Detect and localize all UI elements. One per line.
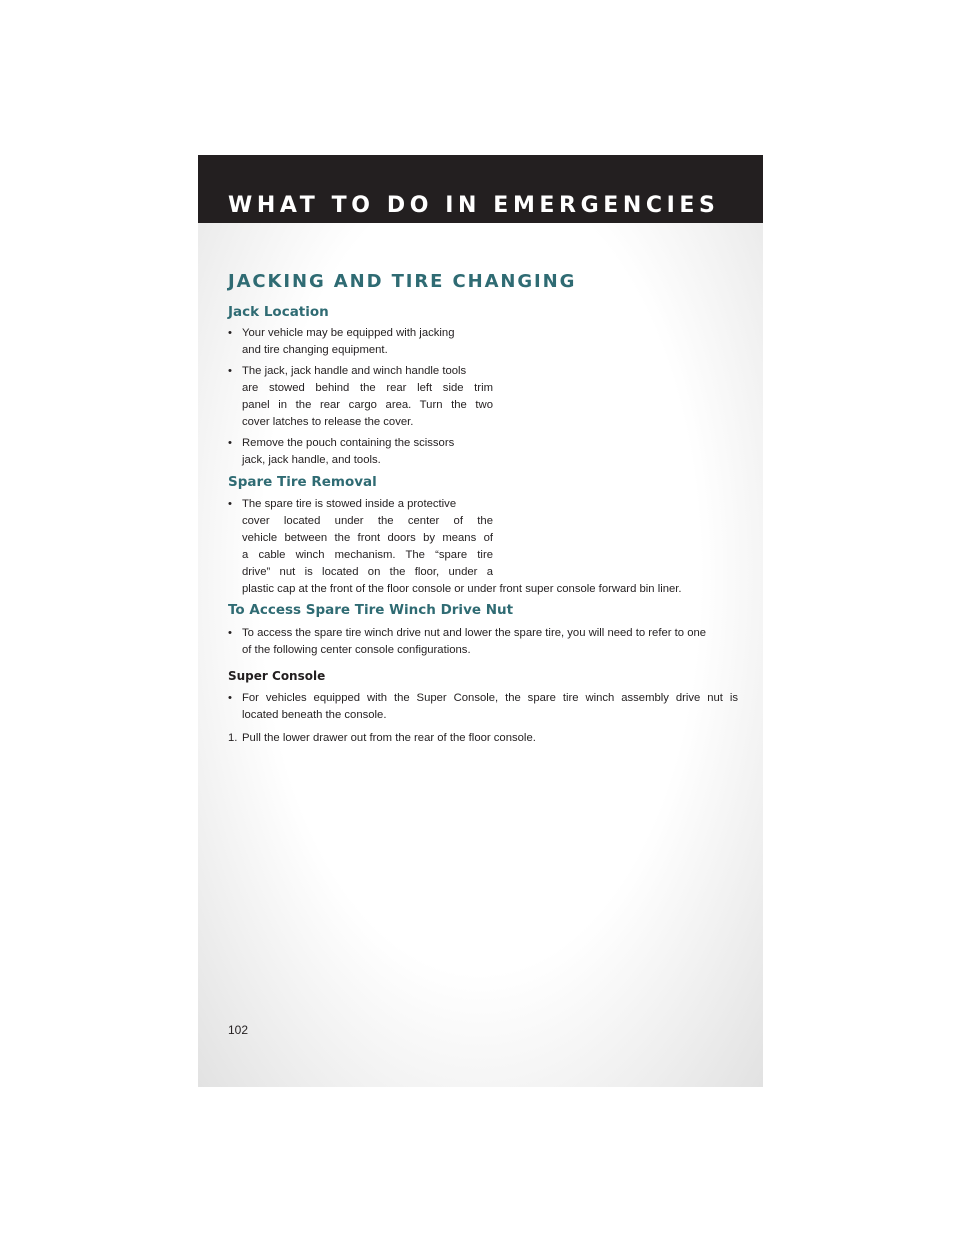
bullet-line: panel in the rear cargo area. Turn the two xyxy=(242,399,493,411)
access-winch-bullet-1 xyxy=(228,625,738,659)
super-console-bullet-1 xyxy=(228,690,738,724)
bullet-line: • Your vehicle may be equipped with jacking xyxy=(228,327,455,339)
bullet-line: cover located under the center of the xyxy=(242,515,493,527)
bullet-line: vehicle between the front doors by means of xyxy=(242,532,493,544)
jack-location-bullet-1 xyxy=(228,325,493,359)
jack-location-heading: Jack Location xyxy=(228,304,329,320)
chapter-title: WHAT TO DO IN EMERGENCIES xyxy=(228,193,720,218)
bullet-line: cover latches to release the cover. xyxy=(242,416,414,428)
bullet-line: jack, jack handle, and tools. xyxy=(242,454,381,466)
page-number: 102 xyxy=(228,1023,249,1037)
header-band xyxy=(198,155,763,223)
spare-tire-removal-heading: Spare Tire Removal xyxy=(228,474,377,490)
bullet-line: of the following center console configurations. xyxy=(242,644,471,656)
section-title: JACKING AND TIRE CHANGING xyxy=(228,271,577,292)
super-console-step-1 xyxy=(228,730,738,747)
step-line xyxy=(228,730,738,747)
bullet-line: located beneath the console. xyxy=(242,709,387,721)
jack-location-bullet-2 xyxy=(228,363,493,431)
access-winch-heading: To Access Spare Tire Winch Drive Nut xyxy=(228,602,514,618)
spare-tire-removal-bullet-1 xyxy=(228,496,682,598)
jack-location-bullet-3 xyxy=(228,435,493,469)
step-text: Pull the lower drawer out from the rear of the floor console. xyxy=(242,732,536,744)
bullet-line: drive” nut is located on the floor, under a xyxy=(242,566,493,578)
bullet-line: and tire changing equipment. xyxy=(242,344,388,356)
bullet-line: • Remove the pouch containing the scissors xyxy=(228,437,455,449)
bullet-line: plastic cap at the front of the floor console or under front super console forward bin liner. xyxy=(242,583,682,595)
bullet-line: • The jack, jack handle and winch handle tools xyxy=(228,365,467,377)
bullet-line: are stowed behind the rear left side trim xyxy=(242,382,493,394)
bullet-line: • The spare tire is stowed inside a protective xyxy=(228,498,457,510)
manual-page xyxy=(198,155,763,1087)
bullet-line: • For vehicles equipped with the Super Console, the spare tire winch assembly drive nut is xyxy=(228,692,738,704)
bullet-line: a cable winch mechanism. The “spare tire xyxy=(242,549,493,561)
bullet-line: • To access the spare tire winch drive nut and lower the spare tire, you will need to refer to one xyxy=(228,627,707,639)
step-number: 1. xyxy=(228,732,238,744)
super-console-heading: Super Console xyxy=(228,669,326,683)
